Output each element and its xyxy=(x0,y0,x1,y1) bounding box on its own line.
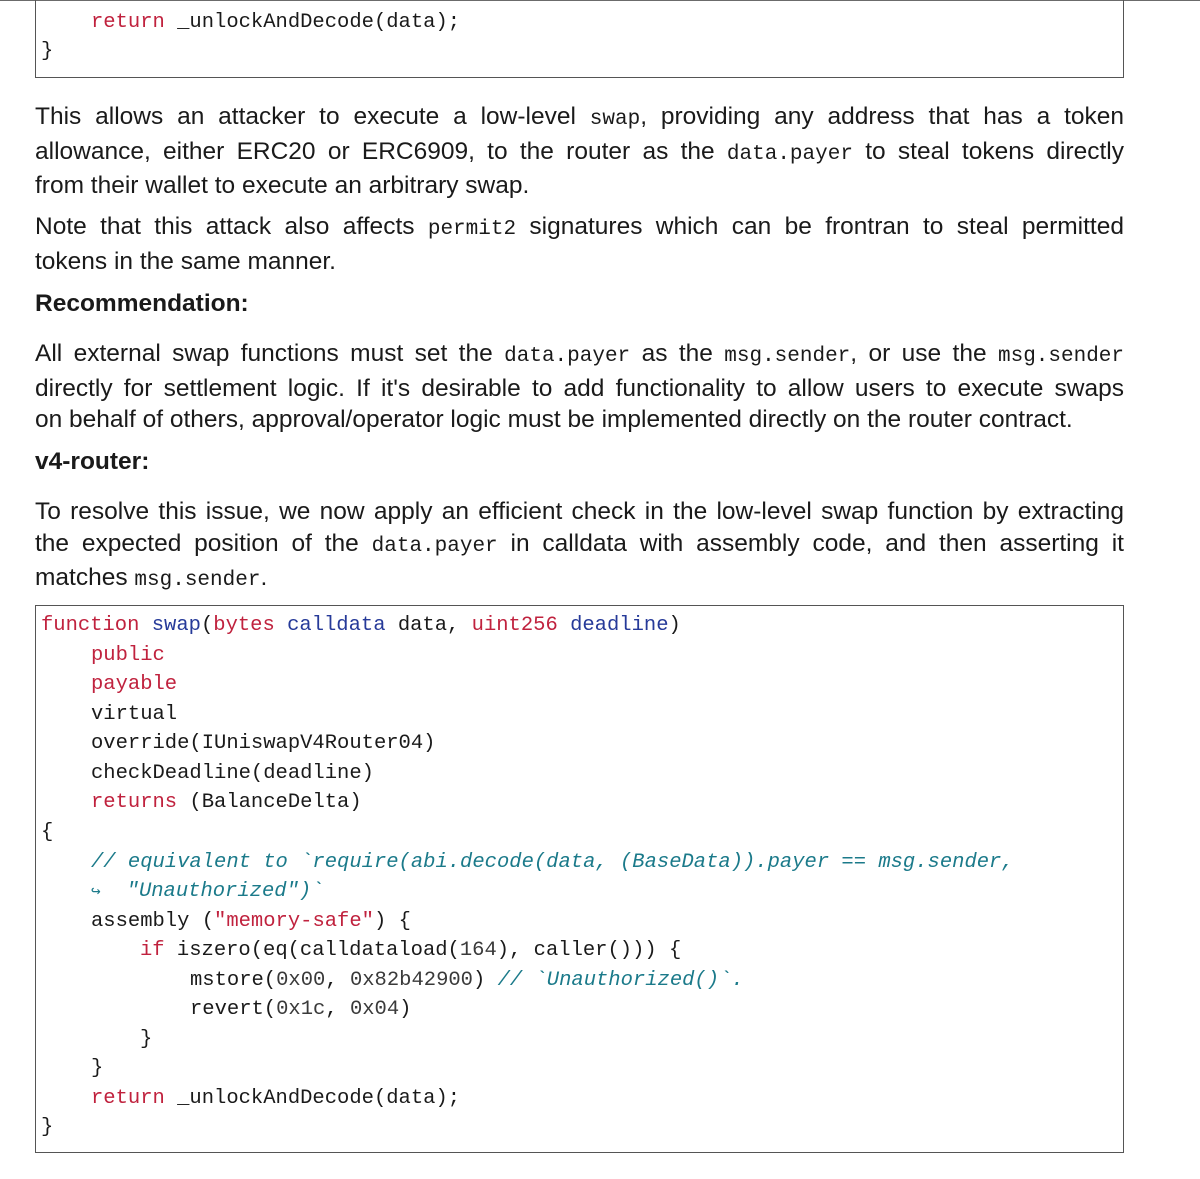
inline-code: data.payer xyxy=(726,142,853,166)
inline-code: data.payer xyxy=(504,345,631,368)
text-line: directly for settlement logic. If it's desirable to add functionality to allow users to execute swaps xyxy=(35,374,1124,402)
code-comment: // equivalent to `require(abi.decode(data, (BaseData)).payer == msg.sender, xyxy=(91,851,1014,874)
code-line-assembly: assembly ("memory-safe") { xyxy=(91,910,411,933)
code-comment-continuation: ↪ "Unauthorized")` xyxy=(91,880,324,903)
code-line-virtual: virtual xyxy=(91,703,178,726)
text-line: To resolve this issue, we now apply an efficient check in the low-level swap function by extracting xyxy=(35,498,1124,525)
text-line: allowance, either ERC20 or ERC6909, to the router as the data.payer to steal tokens directly xyxy=(35,137,1124,166)
code-line-public: public xyxy=(91,644,165,667)
inline-code: msg.sender xyxy=(134,569,261,592)
keyword-return: return xyxy=(91,11,165,34)
text-line: Note that this attack also affects permit2 signatures which can be frontran to steal permitted xyxy=(35,213,1124,241)
wrap-arrow-icon: ↪ xyxy=(91,883,101,901)
code-line-payable: payable xyxy=(91,673,178,696)
code-line-open-brace: { xyxy=(41,821,54,844)
heading-v4-router: v4-router: xyxy=(35,448,150,475)
inline-code: msg.sender xyxy=(724,345,851,368)
paragraph-resolution xyxy=(35,496,1124,597)
code-closing-brace: } xyxy=(41,40,54,63)
paragraph-permit2-note xyxy=(35,211,1124,277)
text-line: from their wallet to execute an arbitrary swap. xyxy=(35,172,530,199)
inline-code: data.payer xyxy=(371,534,498,558)
code-closing-brace: } xyxy=(140,1028,153,1051)
code-line-override: override(IUniswapV4Router04) xyxy=(91,732,436,755)
heading-recommendation: Recommendation: xyxy=(35,290,249,317)
inline-code: msg.sender xyxy=(997,345,1125,368)
text-line: All external swap functions must set the data.payer as the msg.sender, or use the msg.sender xyxy=(35,340,1125,368)
code-line xyxy=(91,11,460,35)
text-line: the expected position of the data.payer in calldata with assembly code, and then asserting it xyxy=(35,529,1124,558)
code-line-revert: revert(0x1c, 0x04) xyxy=(190,998,412,1021)
code-line-if: if iszero(eq(calldataload(164), caller())) { xyxy=(140,939,682,962)
text-line: This allows an attacker to execute a low-level swap, providing any address that has a token xyxy=(35,103,1124,131)
code-block-swap-function xyxy=(35,605,1124,1153)
code-line-return: return _unlockAndDecode(data); xyxy=(91,1087,461,1110)
code-line-mstore: mstore(0x00, 0x82b42900) // `Unauthorized()`. xyxy=(190,969,744,992)
code-block-previous xyxy=(35,0,1124,78)
text-line: matches msg.sender. xyxy=(35,564,268,592)
code-closing-brace: } xyxy=(91,1057,104,1080)
text-line: tokens in the same manner. xyxy=(35,247,336,275)
paragraph-attack-description xyxy=(35,101,1124,202)
text-line: on behalf of others, approval/operator logic must be implemented directly on the router contract. xyxy=(35,406,1073,433)
code-text: _unlockAndDecode(data); xyxy=(164,11,461,34)
code-closing-brace: } xyxy=(41,1116,54,1139)
inline-code: permit2 xyxy=(427,218,517,241)
code-line-signature: function swap(bytes calldata data, uint256 deadline) xyxy=(41,614,681,637)
code-line-check-deadline: checkDeadline(deadline) xyxy=(91,762,374,785)
code-line-returns: returns (BalanceDelta) xyxy=(91,791,362,814)
paragraph-recommendation xyxy=(35,338,1124,436)
inline-code: swap xyxy=(589,108,641,131)
